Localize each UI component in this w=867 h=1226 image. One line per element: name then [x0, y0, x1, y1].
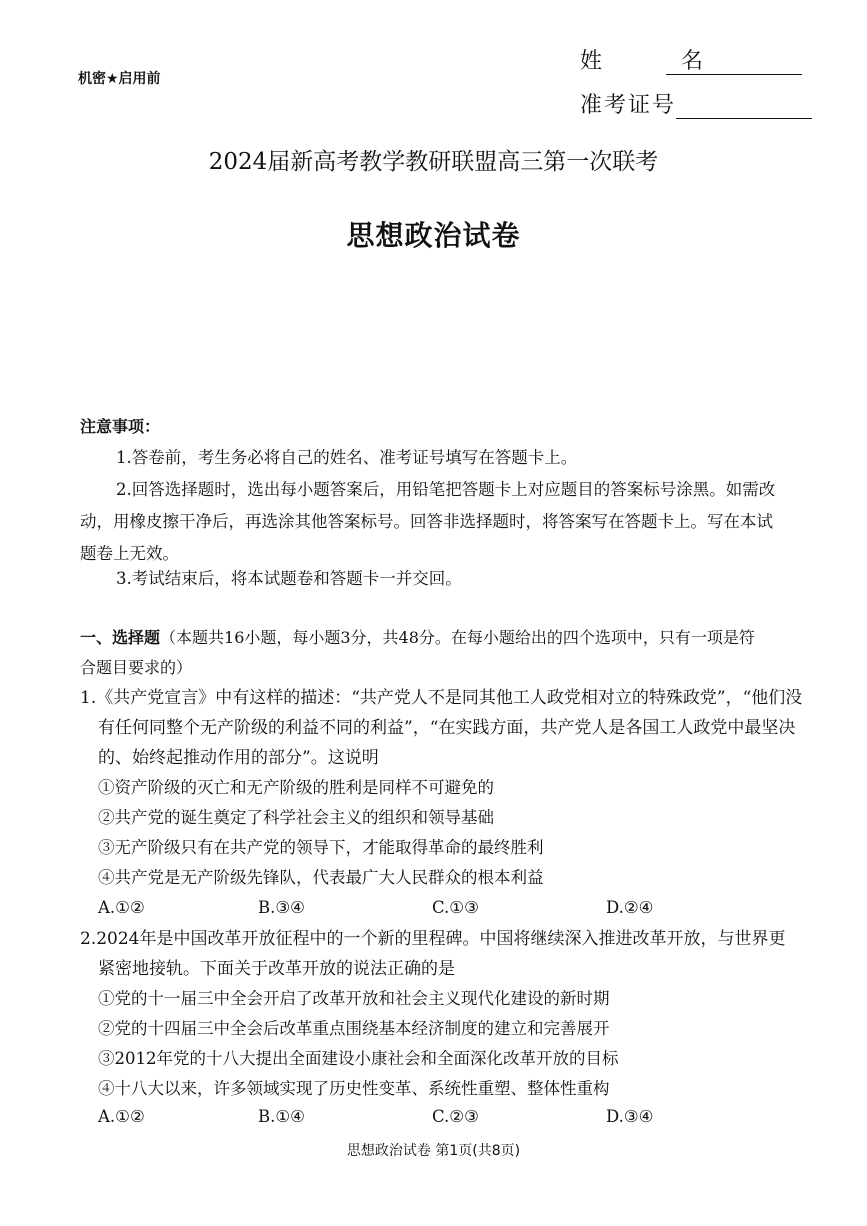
notice-item-2-line-1: 2.回答选择题时，选出每小题答案后，用铅笔把答题卡上对应题目的答案标号涂黑。如需改 — [116, 480, 776, 499]
question-2-choice-c: C.②③ — [432, 1107, 479, 1126]
question-2-choices — [0, 1102, 867, 1132]
subject-title: 思想政治试卷 — [346, 219, 521, 252]
exam-id-label: 准考证号 — [580, 93, 677, 118]
question-2-choice-b: B.①④ — [258, 1107, 305, 1126]
question-2-choice-d: D.③④ — [606, 1107, 654, 1126]
question-1-choice-b: B.③④ — [258, 898, 305, 917]
question-2-option-1: ①党的十一届三中全会开启了改革开放和社会主义现代化建设的新时期 — [98, 989, 610, 1008]
notice-item-3: 3.考试结束后，将本试题卷和答题卡一并交回。 — [116, 569, 462, 588]
notice-item-2-line-3: 题卷上无效。 — [80, 544, 179, 563]
question-1-choices — [0, 893, 867, 923]
notice-heading: 注意事项： — [80, 417, 161, 436]
name-label: 姓 名 — [580, 49, 739, 74]
exam-id-blank-line — [676, 92, 812, 119]
notice-item-2-line-2: 动，用橡皮擦干净后，再选涂其他答案标号。回答非选择题时，将答案写在答题卡上。写在本试 — [80, 512, 773, 531]
question-2-option-3: ③2012年党的十八大提出全面建设小康社会和全面深化改革开放的目标 — [98, 1049, 619, 1068]
question-2-option-4: ④十八大以来，许多领域实现了历史性变革、系统性重塑、整体性重构 — [98, 1079, 610, 1098]
question-2-option-2: ②党的十四届三中全会后改革重点围绕基本经济制度的建立和完善展开 — [98, 1019, 610, 1038]
question-1-choice-c: C.①③ — [432, 898, 479, 917]
question-1-option-2: ②共产党的诞生奠定了科学社会主义的组织和领导基础 — [98, 808, 494, 827]
section-description-line-2: 合题目要求的） — [80, 658, 193, 677]
question-1-stem-line-1: 1.《共产党宣言》中有这样的描述：“共产党人不是同其他工人政党相对立的特殊政党”，“他们没 — [80, 688, 803, 708]
question-1-choice-d: D.②④ — [606, 898, 654, 917]
question-1-option-3: ③无产阶级只有在共产党的领导下，才能取得革命的最终胜利 — [98, 838, 544, 857]
section-heading — [80, 622, 755, 654]
question-1-option-4: ④共产党是无产阶级先锋队，代表最广大人民群众的根本利益 — [98, 868, 544, 887]
notice-item-1: 1.答卷前，考生务必将自己的姓名、准考证号填写在答题卡上。 — [116, 448, 578, 467]
section-title: 一、选择题 — [80, 628, 161, 647]
question-1-option-1: ①资产阶级的灭亡和无产阶级的胜利是同样不可避免的 — [98, 778, 494, 797]
question-1-stem-line-2: 有任何同整个无产阶级的利益不同的利益”，“在实践方面，共产党人是各国工人政党中最坚决 — [98, 718, 796, 738]
question-1-stem-line-3: 的、始终起推动作用的部分”。这说明 — [98, 748, 379, 768]
question-2-stem-line-2: 紧密地接轨。下面关于改革开放的说法正确的是 — [98, 959, 455, 979]
question-2-choice-a: A.①② — [98, 1107, 145, 1126]
exam-title: 2024届新高考教学教研联盟高三第一次联考 — [208, 149, 659, 175]
question-2-stem-line-1: 2.2024年是中国改革开放征程中的一个新的里程碑。中国将继续深入推进改革开放，与世界更 — [80, 929, 786, 949]
confidential-mark: 机密★启用前 — [78, 71, 161, 87]
section-description: （本题共16小题，每小题3分，共48分。在每小题给出的四个选项中，只有一项是符 — [160, 628, 755, 647]
name-blank-line — [666, 48, 802, 75]
page-footer: 思想政治试卷 第1页(共8页) — [346, 1143, 521, 1159]
name-field — [580, 44, 802, 75]
exam-id-field — [580, 88, 812, 119]
question-1-choice-a: A.①② — [98, 898, 145, 917]
